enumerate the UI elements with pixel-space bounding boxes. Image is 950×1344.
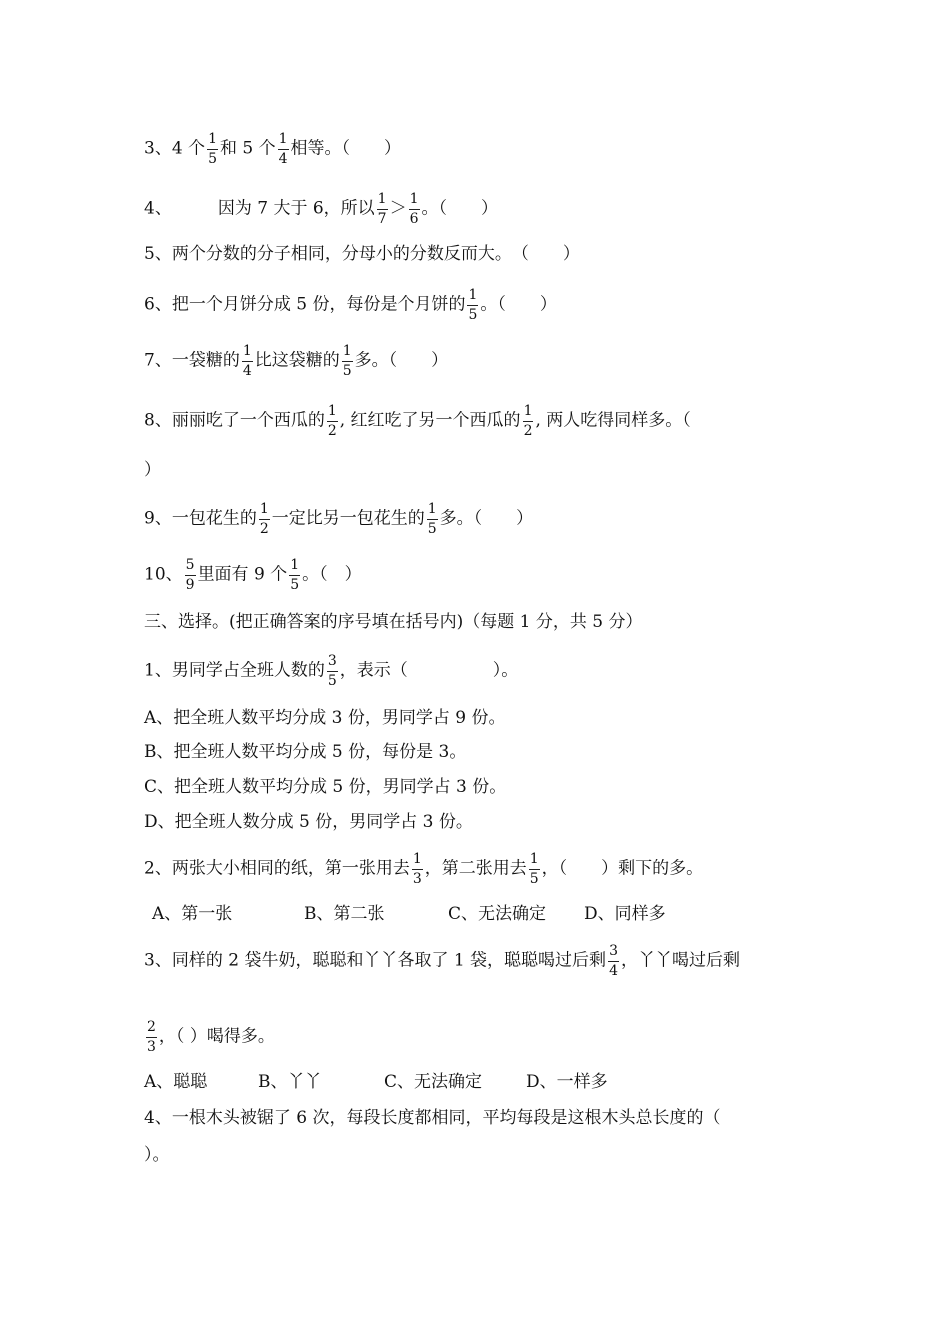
answer-blank[interactable]: ，表示（ ）。 xyxy=(339,660,519,681)
item-number: 8、 xyxy=(144,410,172,431)
answer-blank[interactable]: ，（ ）剩下的多。 xyxy=(541,858,704,879)
option-a: A、把全班人数平均分成 3 份，男同学占 9 份。 xyxy=(144,708,506,728)
answer-blank[interactable]: , 两人吃得同样多。（ xyxy=(535,410,691,431)
option-c: C、无法确定 xyxy=(448,904,547,924)
choice-question-3-continuation xyxy=(144,1020,275,1054)
q2-options xyxy=(152,906,666,923)
item-number: 5、 xyxy=(144,244,172,264)
fraction: $\frac{1}{5}$ xyxy=(529,851,539,887)
fraction: $\frac{1}{5}$ xyxy=(468,287,478,323)
judge-item-7: 7、一袋糖的 $\frac{1}{4}$ 比这袋糖的 $\frac{1}{5}$ 多。（ ） xyxy=(144,343,449,379)
fraction: $\frac{1}{4}$ xyxy=(278,131,288,167)
choice-question-1: 1、男同学占全班人数的 $\frac{3}{5}$ ，表示（ ）。 xyxy=(144,653,519,689)
choice-question-3: 3、同样的 2 袋牛奶，聪聪和丫丫各取了 1 袋，聪聪喝过后剩 $\frac{3}{4}$ ，丫丫喝过后剩 xyxy=(144,943,740,979)
greater-than-sign: ＞ xyxy=(389,198,407,219)
judge-item-5 xyxy=(144,246,580,263)
fraction: $\frac{3}{5}$ xyxy=(327,653,337,689)
answer-blank[interactable]: 。（ ） xyxy=(480,294,557,315)
option-d: D、一样多 xyxy=(526,1072,608,1092)
fraction: $\frac{5}{9}$ xyxy=(185,557,195,593)
option-a: A、第一张 xyxy=(152,904,233,924)
fraction: $\frac{2}{3}$ xyxy=(147,1019,156,1055)
judge-item-9: 9、一包花生的 $\frac{1}{2}$ 一定比另一包花生的 $\frac{1}{5}$ 多。（ ） xyxy=(144,501,534,537)
option-b: B、把全班人数平均分成 5 份，每份是 3。 xyxy=(144,742,467,762)
choice-question-4-continuation xyxy=(144,1147,170,1164)
judge-item-10: 10、 $\frac{5}{9}$ 里面有 9 个 $\frac{1}{5}$ 。（ ） xyxy=(144,557,362,593)
answer-blank[interactable]: 两个分数的分子相同，分母小的分数反而大。 （ ） xyxy=(171,244,580,264)
option-c: C、无法确定 xyxy=(384,1072,483,1092)
answer-blank[interactable]: 。（ ） xyxy=(302,564,362,585)
judge-item-8: 8、丽丽吃了一个西瓜的 $\frac{1}{2}$ , 红红吃了另一个西瓜的 $\frac{1}{2}$ , 两人吃得同样多。（ xyxy=(144,403,691,439)
judge-item-6: 6、把一个月饼分成 5 份，每份是个月饼的 $\frac{1}{5}$ 。（ ） xyxy=(144,287,557,323)
item-number: 6、 xyxy=(144,294,172,315)
fraction: $\frac{1}{5}$ xyxy=(208,131,217,167)
section-heading: 三、选择。(把正确答案的序号填在括号内)（每题 1 分，共 5 分） xyxy=(144,612,643,632)
item-number: 4、 xyxy=(144,198,172,219)
fraction: $\frac{1}{5}$ xyxy=(427,501,437,537)
fraction: $\frac{3}{4}$ xyxy=(609,943,618,979)
answer-blank[interactable]: 相等。（ ） xyxy=(290,138,402,159)
fraction: $\frac{1}{2}$ xyxy=(259,501,269,537)
item-number: 9、 xyxy=(144,508,172,529)
fraction: $\frac{1}{2}$ xyxy=(327,403,337,439)
option-d: D、同样多 xyxy=(584,904,666,924)
judge-item-3: 3、4 个 $\frac{1}{5}$ 和 5 个 $\frac{1}{4}$ 相等。（ ） xyxy=(144,131,402,167)
fraction: $\frac{1}{3}$ xyxy=(412,851,422,887)
item-number: 3、 xyxy=(144,138,172,159)
fraction: $\frac{1}{2}$ xyxy=(523,403,533,439)
fraction: $\frac{1}{6}$ xyxy=(409,191,419,227)
option-b: B、丫丫 xyxy=(258,1072,322,1092)
answer-blank[interactable]: 。（ ） xyxy=(421,198,499,219)
answer-blank[interactable]: ，（ ）喝得多。 xyxy=(158,1026,275,1047)
option-c: C、把全班人数平均分成 5 份，男同学占 3 份。 xyxy=(144,777,507,797)
q3-options xyxy=(144,1074,608,1091)
answer-blank[interactable]: 多。（ ） xyxy=(354,350,449,371)
answer-blank[interactable]: ）。 xyxy=(144,1145,170,1165)
fraction: $\frac{1}{5}$ xyxy=(290,557,300,593)
answer-blank[interactable]: 多。（ ） xyxy=(439,508,534,529)
judge-item-8-continuation: ） xyxy=(144,460,161,480)
option-b: B、第二张 xyxy=(304,904,385,924)
fraction: $\frac{1}{5}$ xyxy=(342,343,352,379)
fraction: $\frac{1}{7}$ xyxy=(377,191,387,227)
judge-item-4: 4、 因为 7 大于 6，所以 $\frac{1}{7}$ ＞ $\frac{1}{6}$ 。（ ） xyxy=(144,191,499,227)
choice-question-4: 4、一根木头被锯了 6 次，每段长度都相同，平均每段是这根木头总长度的（ xyxy=(144,1108,721,1128)
item-number: 7、 xyxy=(144,350,172,371)
option-d: D、把全班人数分成 5 份，男同学占 3 份。 xyxy=(144,812,473,832)
fraction: $\frac{1}{4}$ xyxy=(242,343,252,379)
item-number: 10、 xyxy=(144,564,183,585)
option-a: A、聪聪 xyxy=(144,1072,208,1092)
choice-question-2: 2、两张大小相同的纸，第一张用去 $\frac{1}{3}$ ，第二张用去 $\frac{1}{5}$ ，（ ）剩下的多。 xyxy=(144,851,704,887)
